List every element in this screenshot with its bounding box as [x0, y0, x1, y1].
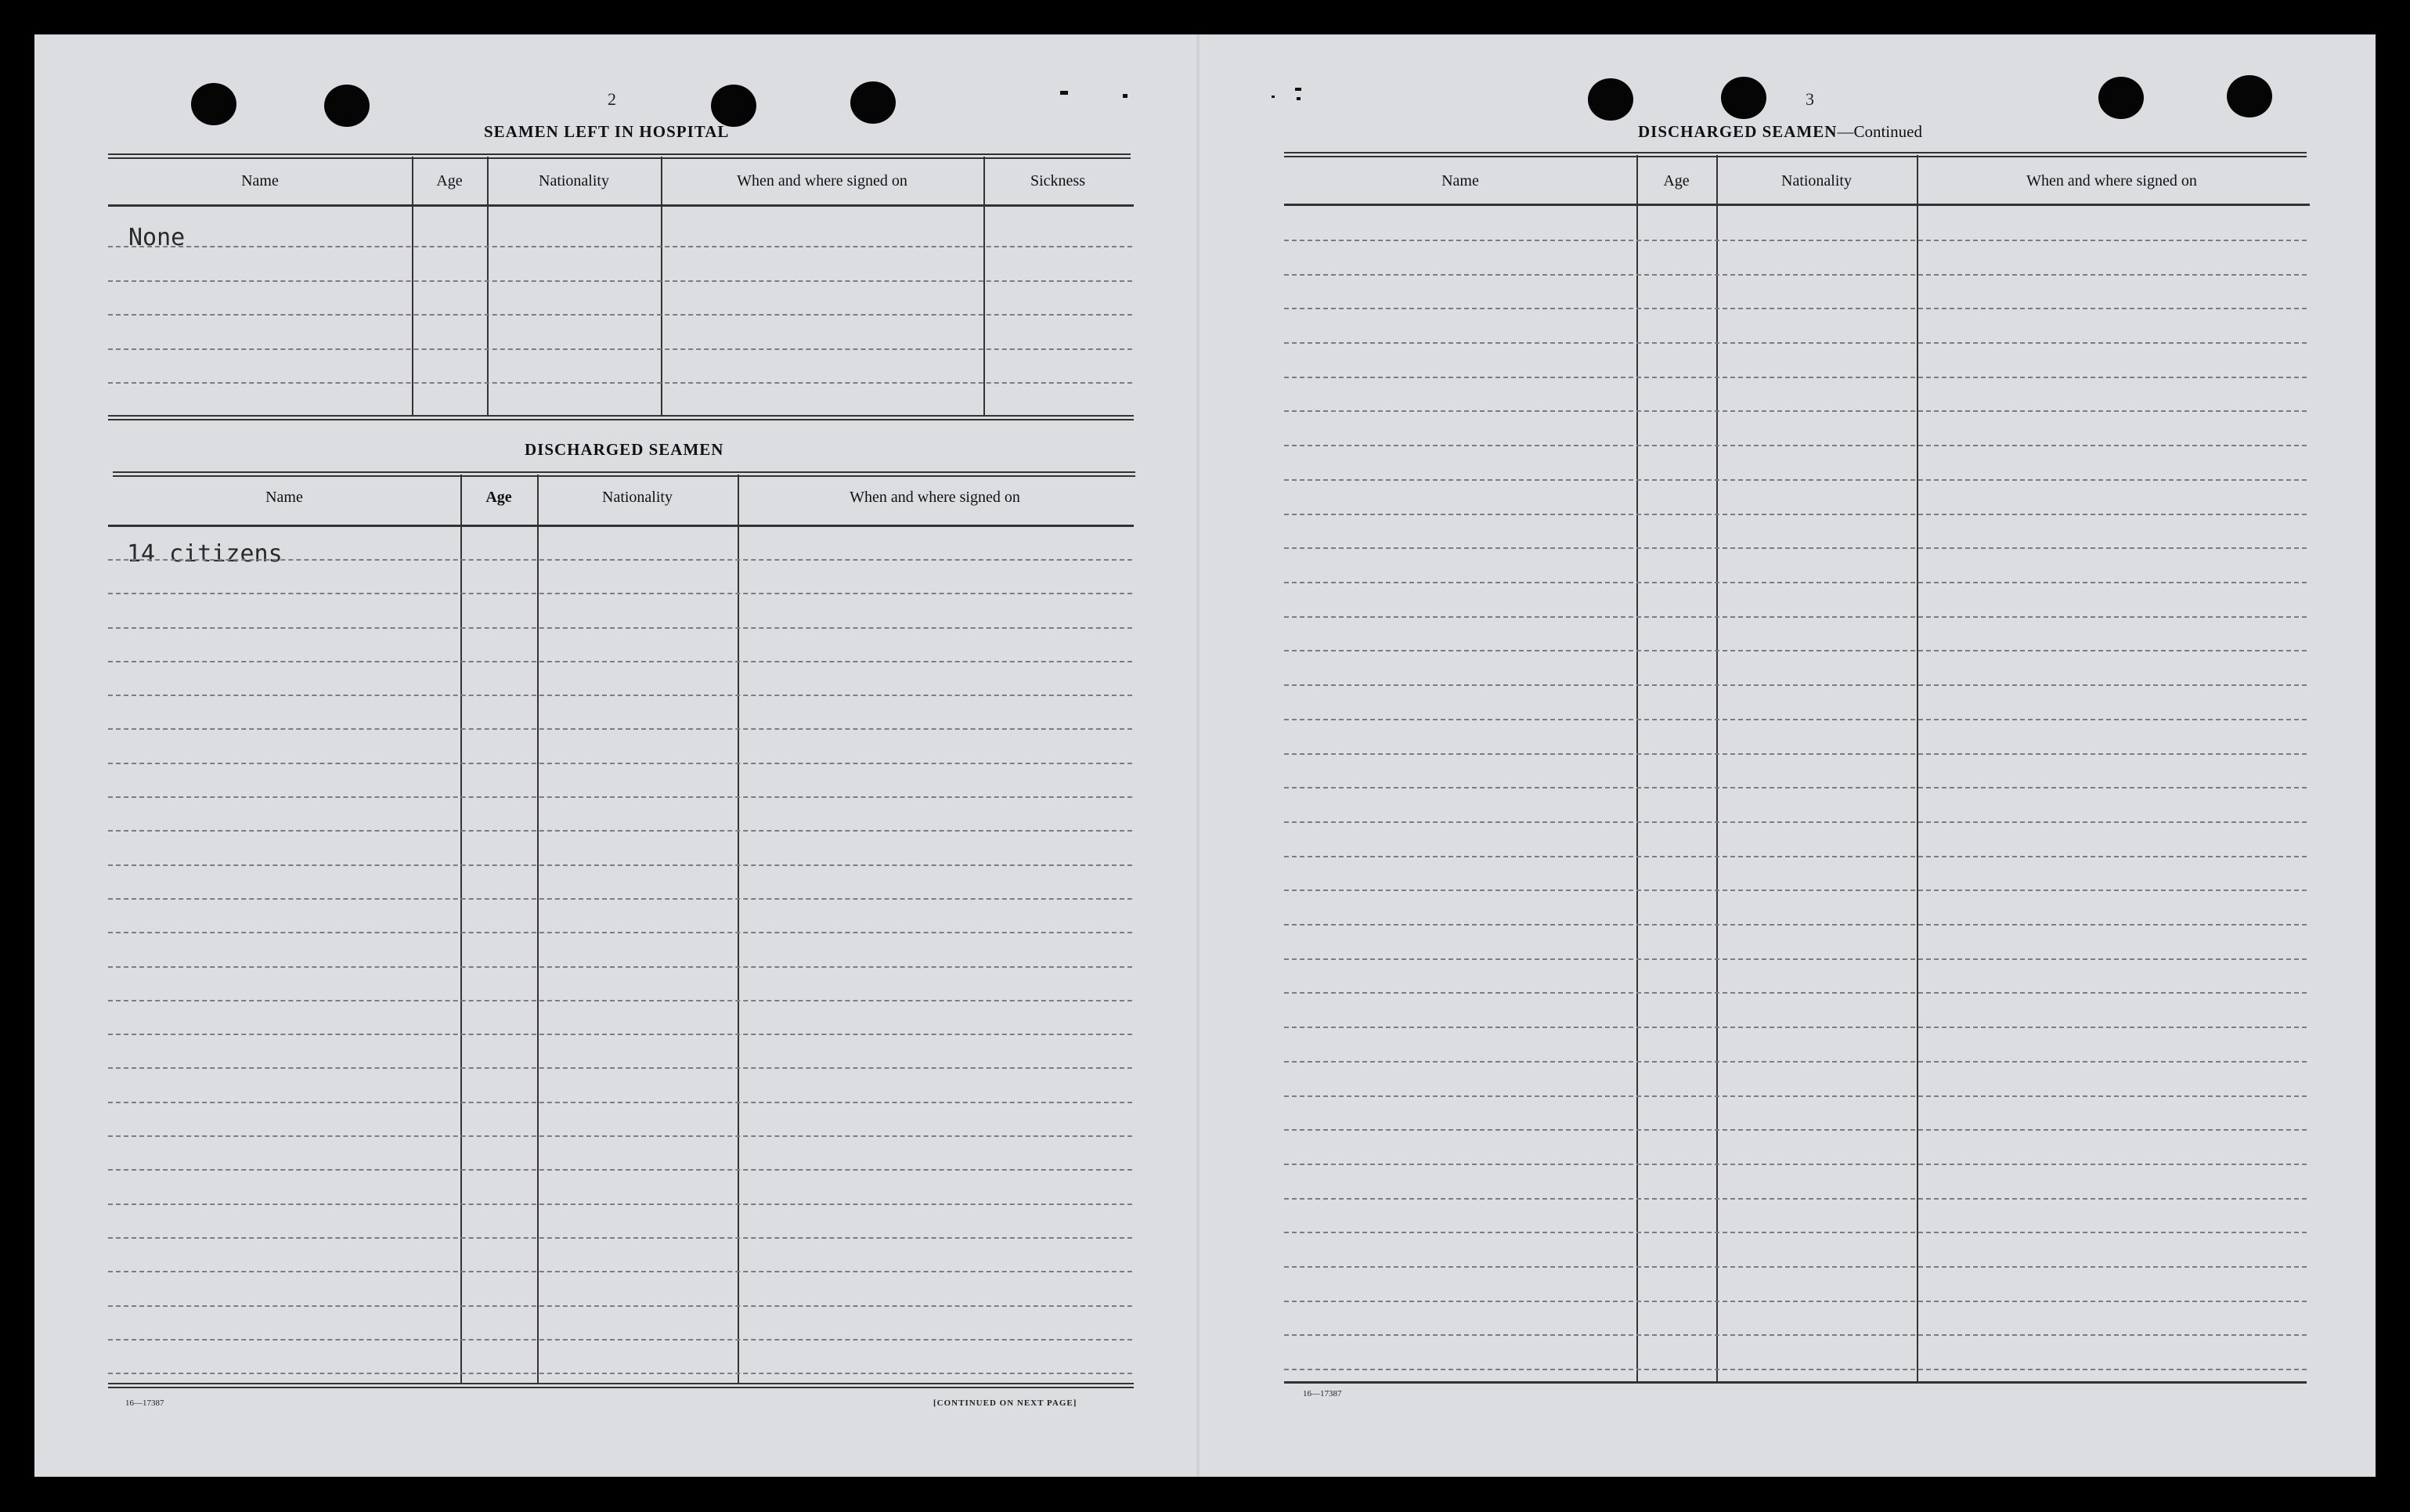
punch-hole: [191, 83, 236, 125]
ruled-row-line: [108, 593, 1132, 594]
ruled-row-line: [1284, 958, 2307, 960]
column-divider: [412, 157, 413, 415]
ruled-row-line: [108, 966, 1132, 968]
page-number: 2: [608, 89, 616, 109]
ruled-row-line: [1284, 1095, 2307, 1097]
ruled-row-line: [108, 864, 1132, 866]
ruled-row-line: [1284, 1232, 2307, 1233]
ruled-row-line: [1284, 342, 2307, 344]
ruled-row-line: [108, 1339, 1132, 1341]
column-header-name: Name: [265, 489, 303, 506]
column-header-nationality: Nationality: [539, 172, 609, 189]
ruled-row-line: [108, 898, 1132, 900]
ruled-row-line: [1284, 410, 2307, 412]
column-header-nationality: Nationality: [602, 489, 673, 506]
hospital-entry: None: [128, 224, 186, 251]
ink-speck: [1295, 88, 1301, 91]
ruled-row-line: [108, 763, 1132, 764]
punch-hole: [711, 85, 756, 127]
ruled-row-line: [1284, 1334, 2307, 1336]
right-top-rule: [1284, 152, 2307, 157]
discharged-header-rule: [108, 525, 1134, 527]
column-header-signed-on: When and where signed on: [737, 172, 907, 189]
ruled-row-line: [108, 1203, 1132, 1205]
page-number: 3: [1806, 89, 1814, 109]
column-header-name: Name: [1441, 172, 1479, 189]
ruled-row-line: [108, 932, 1132, 933]
ruled-row-line: [1284, 514, 2307, 515]
ruled-row-line: [108, 1034, 1132, 1035]
ruled-row-line: [108, 246, 1132, 247]
ruled-row-line: [1284, 821, 2307, 823]
ink-speck: [1060, 91, 1068, 95]
ruled-row-line: [108, 1067, 1132, 1069]
ruled-row-line: [1284, 479, 2307, 481]
ink-speck: [1123, 94, 1127, 98]
column-header-sickness: Sickness: [1030, 172, 1085, 189]
column-divider: [537, 475, 539, 1383]
right-bottom-rule: [1284, 1381, 2307, 1384]
ruled-row-line: [108, 314, 1132, 316]
hospital-bottom-rule: [108, 415, 1134, 420]
column-header-age: Age: [436, 172, 463, 189]
ruled-row-line: [1284, 719, 2307, 720]
ruled-row-line: [1284, 1369, 2307, 1370]
section-title-main: DISCHARGED SEAMEN: [1638, 122, 1838, 141]
column-header-signed-on: When and where signed on: [2026, 172, 2197, 189]
discharged-section-title: DISCHARGED SEAMEN: [525, 440, 724, 459]
ruled-row-line: [108, 382, 1132, 384]
ruled-row-line: [1284, 1027, 2307, 1028]
ruled-row-line: [108, 348, 1132, 350]
discharged-entry: 14 citizens: [127, 540, 283, 568]
ruled-row-line: [1284, 650, 2307, 651]
ruled-row-line: [1284, 684, 2307, 686]
ruled-row-line: [1284, 377, 2307, 378]
ruled-row-line: [108, 1237, 1132, 1239]
punch-hole: [1721, 77, 1766, 119]
section-title-continued: —Continued: [1837, 122, 1922, 141]
ruled-row-line: [108, 796, 1132, 798]
ruled-row-line: [1284, 924, 2307, 926]
ruled-row-line: [1284, 856, 2307, 857]
ruled-row-line: [1284, 1301, 2307, 1302]
ruled-row-line: [1284, 890, 2307, 891]
column-divider: [487, 157, 489, 415]
column-divider: [738, 475, 739, 1383]
punch-hole: [2098, 77, 2144, 119]
ruled-row-line: [1284, 1164, 2307, 1165]
ruled-row-line: [108, 280, 1132, 282]
continued-section-title: [1638, 122, 1922, 142]
ruled-row-line: [108, 830, 1132, 832]
ledger-sheet: [34, 34, 2376, 1477]
ruled-row-line: [1284, 1129, 2307, 1131]
page-fold: [1196, 34, 1200, 1477]
ruled-row-line: [108, 627, 1132, 629]
ruled-row-line: [108, 559, 1132, 561]
discharged-bottom-rule: [108, 1383, 1134, 1388]
hospital-header-rule: [108, 204, 1134, 207]
ruled-row-line: [1284, 547, 2307, 549]
punch-hole: [850, 81, 896, 124]
punch-hole: [1588, 78, 1633, 121]
continued-note: [CONTINUED ON NEXT PAGE]: [933, 1398, 1077, 1408]
column-header-signed-on: When and where signed on: [850, 489, 1020, 506]
ruled-row-line: [1284, 274, 2307, 276]
ruled-row-line: [1284, 1061, 2307, 1063]
column-divider: [460, 475, 462, 1383]
ruled-row-line: [108, 1135, 1132, 1137]
column-header-name: Name: [241, 172, 279, 189]
hospital-section-title: SEAMEN LEFT IN HOSPITAL: [484, 122, 730, 141]
ruled-row-line: [108, 1271, 1132, 1272]
punch-hole: [2227, 75, 2272, 117]
ruled-row-line: [1284, 582, 2307, 583]
form-number: 16—17387: [125, 1398, 164, 1408]
ruled-row-line: [108, 1000, 1132, 1001]
column-divider: [661, 157, 662, 415]
ruled-row-line: [1284, 240, 2307, 241]
ruled-row-line: [108, 1102, 1132, 1103]
column-header-age: Age: [1663, 172, 1690, 189]
ruled-row-line: [1284, 753, 2307, 755]
right-header-rule: [1284, 204, 2310, 206]
column-header-nationality: Nationality: [1781, 172, 1852, 189]
column-header-age: Age: [485, 489, 512, 506]
ruled-row-line: [1284, 992, 2307, 994]
ruled-row-line: [1284, 1198, 2307, 1200]
column-divider: [983, 157, 985, 415]
ruled-row-line: [1284, 1266, 2307, 1268]
hospital-top-rule: [108, 153, 1131, 159]
ruled-row-line: [108, 1305, 1132, 1307]
ruled-row-line: [1284, 308, 2307, 309]
ruled-row-line: [108, 1373, 1132, 1374]
ruled-row-line: [1284, 445, 2307, 446]
ink-speck: [1272, 96, 1275, 98]
ink-speck: [1297, 97, 1301, 100]
discharged-top-rule: [113, 471, 1135, 477]
ruled-row-line: [108, 728, 1132, 730]
ruled-row-line: [1284, 616, 2307, 618]
ruled-row-line: [108, 1169, 1132, 1171]
punch-hole: [324, 85, 370, 127]
ruled-row-line: [108, 695, 1132, 696]
ruled-row-line: [108, 661, 1132, 662]
ruled-row-line: [1284, 787, 2307, 788]
form-number: 16—17387: [1303, 1389, 1342, 1398]
